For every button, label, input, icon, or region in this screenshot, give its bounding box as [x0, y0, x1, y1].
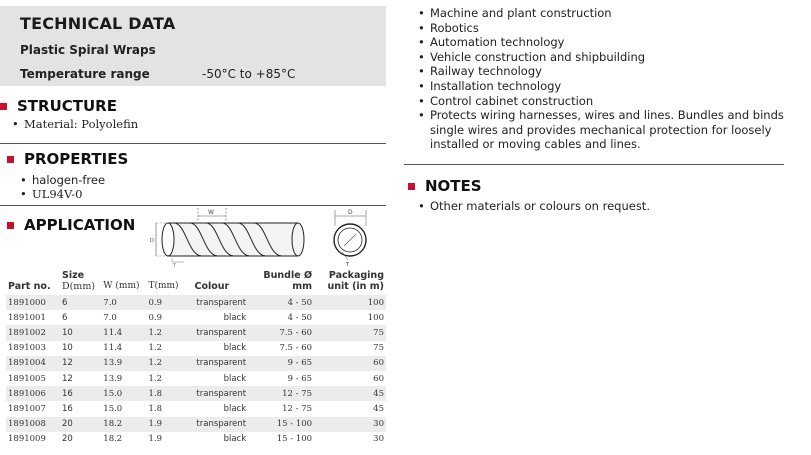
table-cell-t: 1.8 [146, 386, 192, 401]
table-cell-pack: 60 [314, 356, 386, 371]
table-cell-part: 1891001 [6, 310, 60, 325]
table-cell-d: 16 [60, 401, 101, 416]
table-cell-d: 20 [60, 417, 101, 432]
table-row [6, 310, 386, 325]
red-square-icon [0, 103, 7, 110]
d-dimension-label-left: D [150, 238, 154, 244]
table-cell-colour: black [192, 401, 248, 416]
table-cell-d: 16 [60, 386, 101, 401]
temperature-range-value: -50°C to +85°C [202, 67, 296, 81]
properties-item: • halogen-free [20, 173, 106, 187]
technical-data-title: TECHNICAL DATA [20, 14, 176, 33]
list-item: • Control cabinet construction [418, 94, 798, 109]
table-cell-pack: 75 [314, 325, 386, 340]
table-cell-t: 1.2 [146, 356, 192, 371]
product-table [6, 270, 386, 447]
table-cell-t: 0.9 [146, 295, 192, 310]
table-cell-d: 10 [60, 341, 101, 356]
list-item: • Protects wiring harnesses, wires and lines. Bundles and binds single wires and provides mechanical protection for loosely installed or moving cables and lines. [418, 108, 798, 152]
red-square-icon [408, 183, 415, 190]
table-row [6, 371, 386, 386]
table-cell-colour: transparent [192, 325, 248, 340]
list-item: • Vehicle construction and shipbuilding [418, 50, 798, 65]
table-cell-pack: 45 [314, 386, 386, 401]
table-cell-w: 13.9 [101, 371, 146, 386]
table-row [6, 325, 386, 340]
table-cell-w: 15.0 [101, 401, 146, 416]
table-cell-bundle: 4 - 50 [248, 295, 314, 310]
header-t: T(mm) [148, 281, 179, 291]
table-cell-pack: 30 [314, 417, 386, 432]
product-subtitle: Plastic Spiral Wraps [20, 43, 156, 57]
table-cell-part: 1891002 [6, 325, 60, 340]
header-part-no: Part no. [8, 281, 51, 292]
table-cell-part: 1891006 [6, 386, 60, 401]
table-cell-bundle: 9 - 65 [248, 371, 314, 386]
table-cell-t: 1.9 [146, 432, 192, 447]
table-cell-bundle: 12 - 75 [248, 386, 314, 401]
table-cell-t: 1.2 [146, 325, 192, 340]
notes-heading: NOTES [408, 177, 482, 195]
table-cell-colour: transparent [192, 386, 248, 401]
table-cell-pack: 100 [314, 310, 386, 325]
table-cell-colour: transparent [192, 356, 248, 371]
table-cell-w: 13.9 [101, 356, 146, 371]
table-row [6, 386, 386, 401]
table-cell-t: 1.9 [146, 417, 192, 432]
table-cell-pack: 60 [314, 371, 386, 386]
table-cell-t: 1.2 [146, 341, 192, 356]
table-cell-bundle: 15 - 100 [248, 417, 314, 432]
header-colour: Colour [194, 281, 230, 292]
properties-heading: PROPERTIES [7, 150, 128, 168]
table-cell-t: 0.9 [146, 310, 192, 325]
table-cell-w: 11.4 [101, 325, 146, 340]
table-cell-d: 20 [60, 432, 101, 447]
notes-item: • Other materials or colours on request. [418, 199, 650, 213]
table-row [6, 432, 386, 447]
table-cell-w: 7.0 [101, 295, 146, 310]
table-cell-w: 15.0 [101, 386, 146, 401]
table-row [6, 401, 386, 416]
table-cell-bundle: 7.5 - 60 [248, 341, 314, 356]
header-packaging: Packaging unit (in m) [327, 270, 384, 292]
table-cell-t: 1.8 [146, 401, 192, 416]
table-cell-d: 6 [60, 295, 101, 310]
table-cell-bundle: 12 - 75 [248, 401, 314, 416]
temperature-range-label: Temperature range [20, 67, 150, 81]
header-w: W (mm) [103, 281, 140, 291]
header-bundle: Bundle Ø mm [263, 270, 313, 292]
table-cell-part: 1891007 [6, 401, 60, 416]
red-square-icon [7, 222, 14, 229]
header-size: Size D(mm) [61, 270, 96, 292]
table-cell-part: 1891003 [6, 341, 60, 356]
table-cell-w: 18.2 [101, 417, 146, 432]
table-cell-part: 1891009 [6, 432, 60, 447]
table-cell-pack: 45 [314, 401, 386, 416]
t-dimension-label: T [346, 262, 350, 268]
table-cell-pack: 30 [314, 432, 386, 447]
table-row [6, 417, 386, 432]
table-cell-colour: black [192, 432, 248, 447]
table-cell-pack: 100 [314, 295, 386, 310]
table-row [6, 341, 386, 356]
structure-heading: STRUCTURE [0, 97, 117, 115]
divider [0, 143, 386, 144]
table-cell-part: 1891008 [6, 417, 60, 432]
table-cell-colour: black [192, 310, 248, 325]
table-row [6, 295, 386, 310]
table-cell-w: 11.4 [101, 341, 146, 356]
table-cell-colour: transparent [192, 295, 248, 310]
red-square-icon [7, 156, 14, 163]
list-item: • Machine and plant construction [418, 6, 798, 21]
table-cell-part: 1891000 [6, 295, 60, 310]
table-header-row [6, 270, 386, 295]
table-cell-bundle: 15 - 100 [248, 432, 314, 447]
table-cell-w: 18.2 [101, 432, 146, 447]
application-heading: APPLICATION [7, 216, 135, 234]
d-dimension-label: D [348, 209, 353, 216]
divider [404, 164, 784, 165]
properties-item: • UL94V-0 [20, 187, 83, 201]
table-cell-t: 1.2 [146, 371, 192, 386]
list-item: • Robotics [418, 21, 798, 36]
table-cell-bundle: 4 - 50 [248, 310, 314, 325]
spiral-wrap-diagram [150, 206, 386, 268]
table-cell-d: 10 [60, 325, 101, 340]
table-cell-colour: transparent [192, 417, 248, 432]
w-dimension-label: W [208, 209, 214, 216]
table-cell-d: 6 [60, 310, 101, 325]
table-cell-d: 12 [60, 356, 101, 371]
table-cell-pack: 75 [314, 341, 386, 356]
list-item: • Installation technology [418, 79, 798, 94]
table-cell-colour: black [192, 371, 248, 386]
t-dimension-label-left: T [173, 264, 176, 268]
table-row [6, 356, 386, 371]
table-cell-bundle: 9 - 65 [248, 356, 314, 371]
table-cell-part: 1891004 [6, 356, 60, 371]
list-item: • Railway technology [418, 64, 798, 79]
table-cell-colour: black [192, 341, 248, 356]
table-cell-part: 1891005 [6, 371, 60, 386]
application-list [418, 6, 798, 152]
list-item: • Automation technology [418, 35, 798, 50]
table-cell-d: 12 [60, 371, 101, 386]
table-cell-bundle: 7.5 - 60 [248, 325, 314, 340]
structure-item: • Material: Polyolefin [12, 117, 139, 131]
table-cell-w: 7.0 [101, 310, 146, 325]
